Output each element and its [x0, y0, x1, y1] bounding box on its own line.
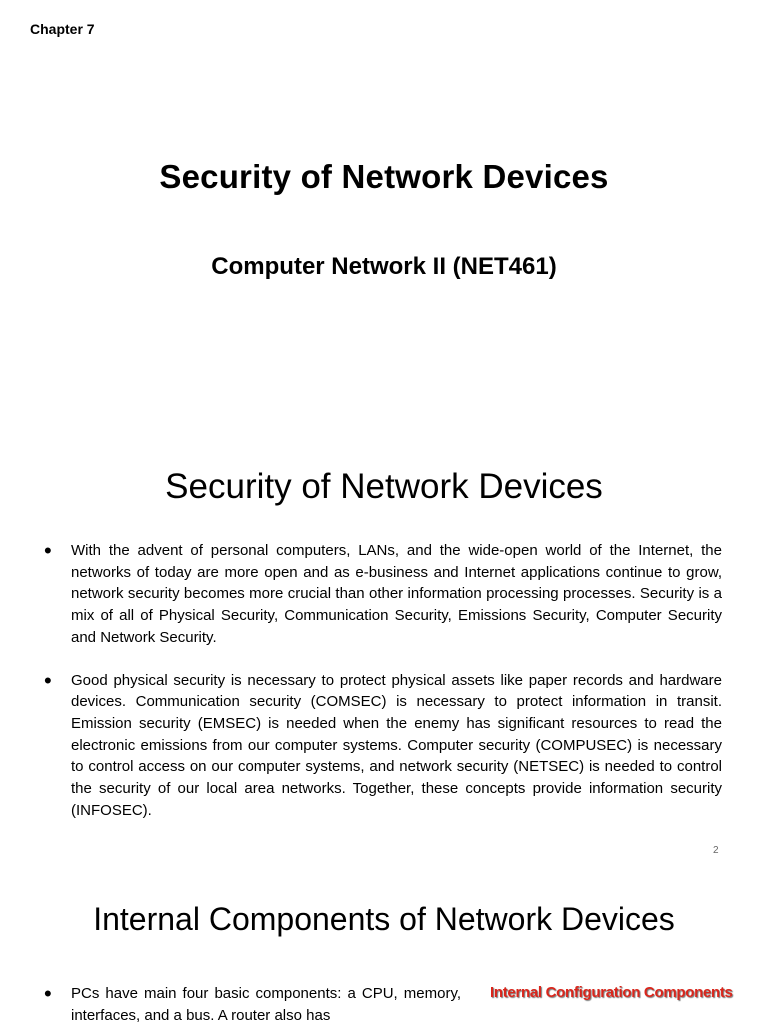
- page-number: 2: [713, 845, 719, 856]
- slide-heading: Security of Network Devices: [165, 467, 603, 506]
- list-item: [0, 667, 768, 822]
- bullet-list: [0, 540, 768, 821]
- bullet-text: With the advent of personal computers, LANs, and the wide-open world of the Internet, the networks of today are more open and as e-business and Internet applications continue to grow, network security becomes more crucial than other information processing processes. Security is a mix of all of Physical Security, Communication Security, Emissions Security, Computer Security and Network Security.: [71, 542, 722, 646]
- figure-caption: Internal Configuration Components: [490, 984, 733, 1001]
- bullet-text: Good physical security is necessary to protect physical assets like paper records and hardware devices. Communication security (COMSEC) is necessary to protect information in transit. Emission security (EMSEC) is needed when the enemy has significant resources to read the electronic emissions from our computer systems. Computer security (COMPUSEC) is necessary to control access on our computer systems, and network security (NETSEC) is needed to control the security of our local area networks. Together, these concepts provide information security (INFOSEC).: [71, 671, 722, 819]
- bullet-text: PCs have main four basic components: a CPU, memory, interfaces, and a bus. A router also has: [71, 985, 461, 1024]
- chapter-label: Chapter 7: [30, 21, 95, 37]
- course-subtitle: Computer Network II (NET461): [211, 253, 557, 280]
- page-title: Security of Network Devices: [159, 158, 609, 195]
- slide-heading: Internal Components of Network Devices: [93, 901, 675, 937]
- list-item: [0, 540, 768, 649]
- bullet-icon: •: [44, 981, 52, 1006]
- bullet-icon: •: [44, 667, 52, 693]
- bullet-icon: •: [44, 538, 52, 563]
